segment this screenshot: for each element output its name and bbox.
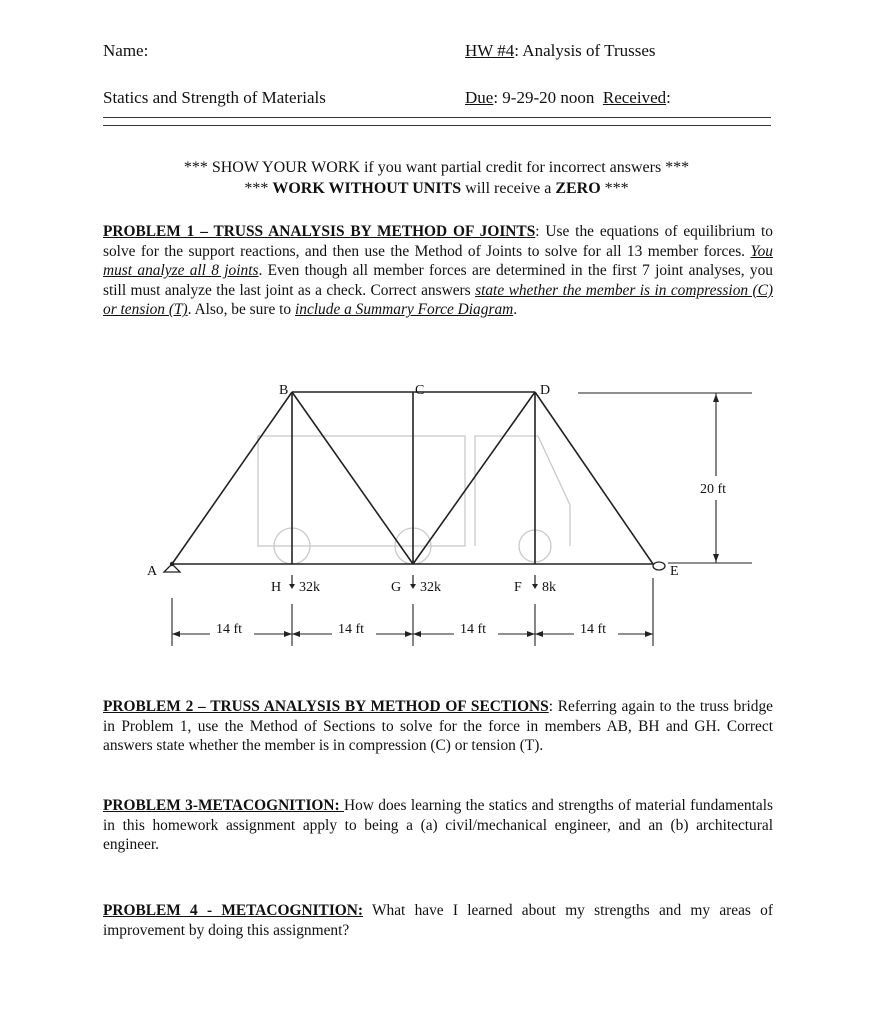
notice-pre: *** [244, 180, 273, 197]
span-label-4: 14 ft [580, 622, 607, 637]
problem-1-text-1: : Use the equations of equilibrium to solve for the support reactions, and then use the Method of Joints to solve for all 13 member forces. [103, 223, 773, 260]
load-h [289, 575, 320, 595]
problem-1-text-2: . Even though all member forces are determined in the first 7 joint analyses, you still must analyze the last joint as a check. Correct answers [103, 262, 773, 299]
hw-title-text: : Analysis of Trusses [514, 41, 656, 60]
notice-bold-units: WORK WITHOUT UNITS [272, 180, 462, 197]
problem-1-emph-1: You must analyze all 8 joints [103, 242, 773, 280]
problem-2 [103, 697, 773, 756]
joint-label-e: E [670, 564, 679, 579]
problem-1-text-4: . [513, 301, 518, 319]
height-label: 20 ft [700, 482, 727, 497]
problem-4-text: What have I learned about my strengths and my areas of improvement by doing this assignment? [103, 902, 773, 939]
joint-label-a: A [147, 564, 158, 579]
span-label-3: 14 ft [460, 622, 487, 637]
load-label-g: 32k [420, 580, 441, 595]
load-label-h: 32k [299, 580, 320, 595]
notice-line-1: *** SHOW YOUR WORK if you want partial credit for incorrect answers *** [183, 159, 690, 176]
joint-label-f: F [514, 580, 522, 595]
received-colon: : [666, 88, 671, 107]
notice-post: *** [600, 180, 629, 197]
span-label-2: 14 ft [338, 622, 365, 637]
problem-3-text: How does learning the statics and strengths of material fundamentals in this homework assignment apply to being a (a) civil/mechanical engineer, and an (b) architectural engineer. [103, 797, 773, 854]
problem-1-heading: PROBLEM 1 – TRUSS ANALYSIS BY METHOD OF JOINTS [103, 223, 536, 240]
joint-label-b: B [279, 383, 289, 398]
load-f [532, 575, 556, 595]
problem-1-emph-2: state whether the member is in compression (C) or tension (T) [103, 281, 774, 319]
joint-label-d: D [540, 383, 551, 398]
truss-diagram [0, 370, 873, 670]
joint-label-c: C [415, 383, 425, 398]
hw-number: HW #4 [465, 41, 515, 60]
member-de [535, 392, 653, 564]
joint-label-h: H [271, 580, 282, 595]
notice-line-2 [0, 178, 873, 200]
problem-3 [103, 796, 773, 855]
load-g [410, 575, 441, 595]
due-label: Due [465, 88, 494, 107]
member-bg [292, 392, 413, 564]
hw-title [465, 41, 656, 61]
truss-members [172, 392, 653, 564]
name-label: Name: [103, 41, 149, 60]
problem-1-text-3: . Also, be sure to [187, 301, 295, 319]
notice-bold-zero: ZERO [555, 180, 601, 197]
joint-label-g: G [391, 580, 402, 595]
member-ab [172, 392, 292, 564]
header-divider [103, 117, 771, 126]
notice-mid: will receive a [461, 180, 556, 197]
received-label: Received [602, 88, 667, 107]
member-gd [413, 392, 535, 564]
problem-4-heading: PROBLEM 4 - METACOGNITION: [103, 902, 364, 919]
problem-1-emph-3: include a Summary Force Diagram [294, 301, 514, 319]
due-value: : 9-29-20 noon [493, 88, 595, 107]
problem-3-heading: PROBLEM 3-METACOGNITION: [103, 797, 344, 814]
due-line [465, 88, 671, 108]
load-label-f: 8k [542, 580, 556, 595]
problem-2-heading: PROBLEM 2 – TRUSS ANALYSIS BY METHOD OF SECTIONS [103, 698, 549, 715]
height-dimension [578, 393, 752, 563]
roller-support-e [653, 562, 665, 570]
problem-4 [103, 901, 773, 940]
problem-1 [103, 222, 773, 320]
problem-2-text: : Referring again to the truss bridge in Problem 1, use the Method of Sections to solve for the force in members AB, BH and GH. Correct answers state whether the member is in compression (C) or tension (T). [103, 698, 773, 755]
span-label-1: 14 ft [216, 622, 243, 637]
course-title: Statics and Strength of Materials [103, 88, 326, 107]
background-vehicle-outline [258, 436, 570, 564]
